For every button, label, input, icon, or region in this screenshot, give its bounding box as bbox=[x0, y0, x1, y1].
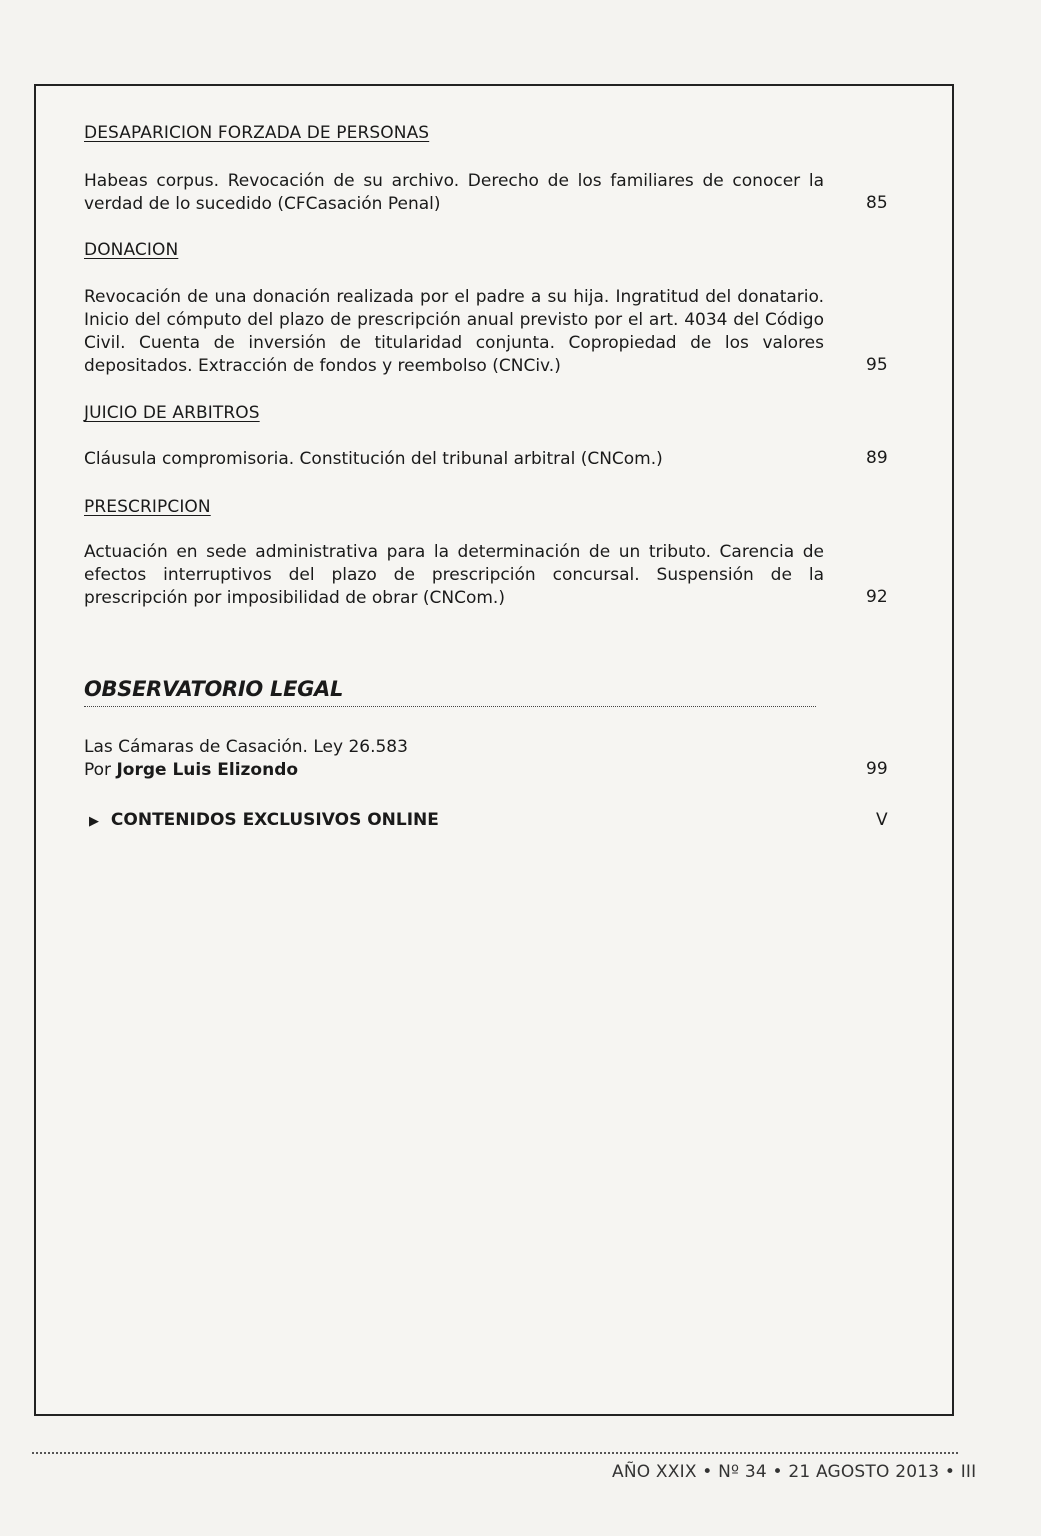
triangle-right-icon: ▶ bbox=[89, 814, 99, 829]
online-contents[interactable] bbox=[89, 810, 439, 830]
author-name: Jorge Luis Elizondo bbox=[116, 760, 299, 780]
entry-desaparicion-page: 85 bbox=[866, 193, 888, 213]
observatorio-title: OBSERVATORIO LEGAL bbox=[84, 677, 344, 701]
footer-dotted-rule bbox=[32, 1452, 958, 1454]
online-contents-label: CONTENIDOS EXCLUSIVOS ONLINE bbox=[110, 810, 439, 830]
entry-juicio-page: 89 bbox=[866, 448, 888, 468]
online-page: V bbox=[876, 810, 888, 830]
observatorio-article: Las Cámaras de Casación. Ley 26.583 bbox=[84, 737, 408, 757]
entry-donacion-text: Revocación de una donación realizada por el padre a su hija. Ingratitud del donatario. Inicio del cómputo del plazo de prescripción anual previsto por el art. 4034 del Código Civil. Cuenta de inversión de titularidad conjunta. Copropiedad de los valores depositados. Extracción de fondos y reembolso (CNCiv.) bbox=[84, 287, 824, 376]
observatorio-divider bbox=[84, 706, 816, 707]
footer-issue-line: AÑO XXIX • Nº 34 • 21 AGOSTO 2013 • III bbox=[612, 1462, 977, 1482]
heading-prescripcion: PRESCRIPCION bbox=[84, 497, 211, 517]
observatorio-byline bbox=[84, 759, 824, 782]
byline-prefix: Por bbox=[84, 760, 112, 780]
entry-prescripcion-text: Actuación en sede administrativa para la determinación de un tributo. Carencia de efectos interruptivos del plazo de prescripción concursal. Suspensión de la prescripción por imposibilidad de obrar (CNCom.) bbox=[84, 542, 824, 608]
entry-donacion-page: 95 bbox=[866, 355, 888, 375]
heading-desaparicion: DESAPARICION FORZADA DE PERSONAS bbox=[84, 123, 430, 143]
entry-desaparicion-text: Habeas corpus. Revocación de su archivo. Derecho de los familiares de conocer la verdad de lo sucedido (CFCasación Penal) bbox=[84, 171, 824, 214]
heading-juicio-arbitros: JUICIO DE ARBITROS bbox=[84, 403, 260, 423]
observatorio-page: 99 bbox=[866, 759, 888, 779]
entry-prescripcion-page: 92 bbox=[866, 587, 888, 607]
entry-juicio-text: Cláusula compromisoria. Constitución del tribunal arbitral (CNCom.) bbox=[84, 449, 663, 469]
heading-donacion: DONACION bbox=[84, 240, 179, 260]
